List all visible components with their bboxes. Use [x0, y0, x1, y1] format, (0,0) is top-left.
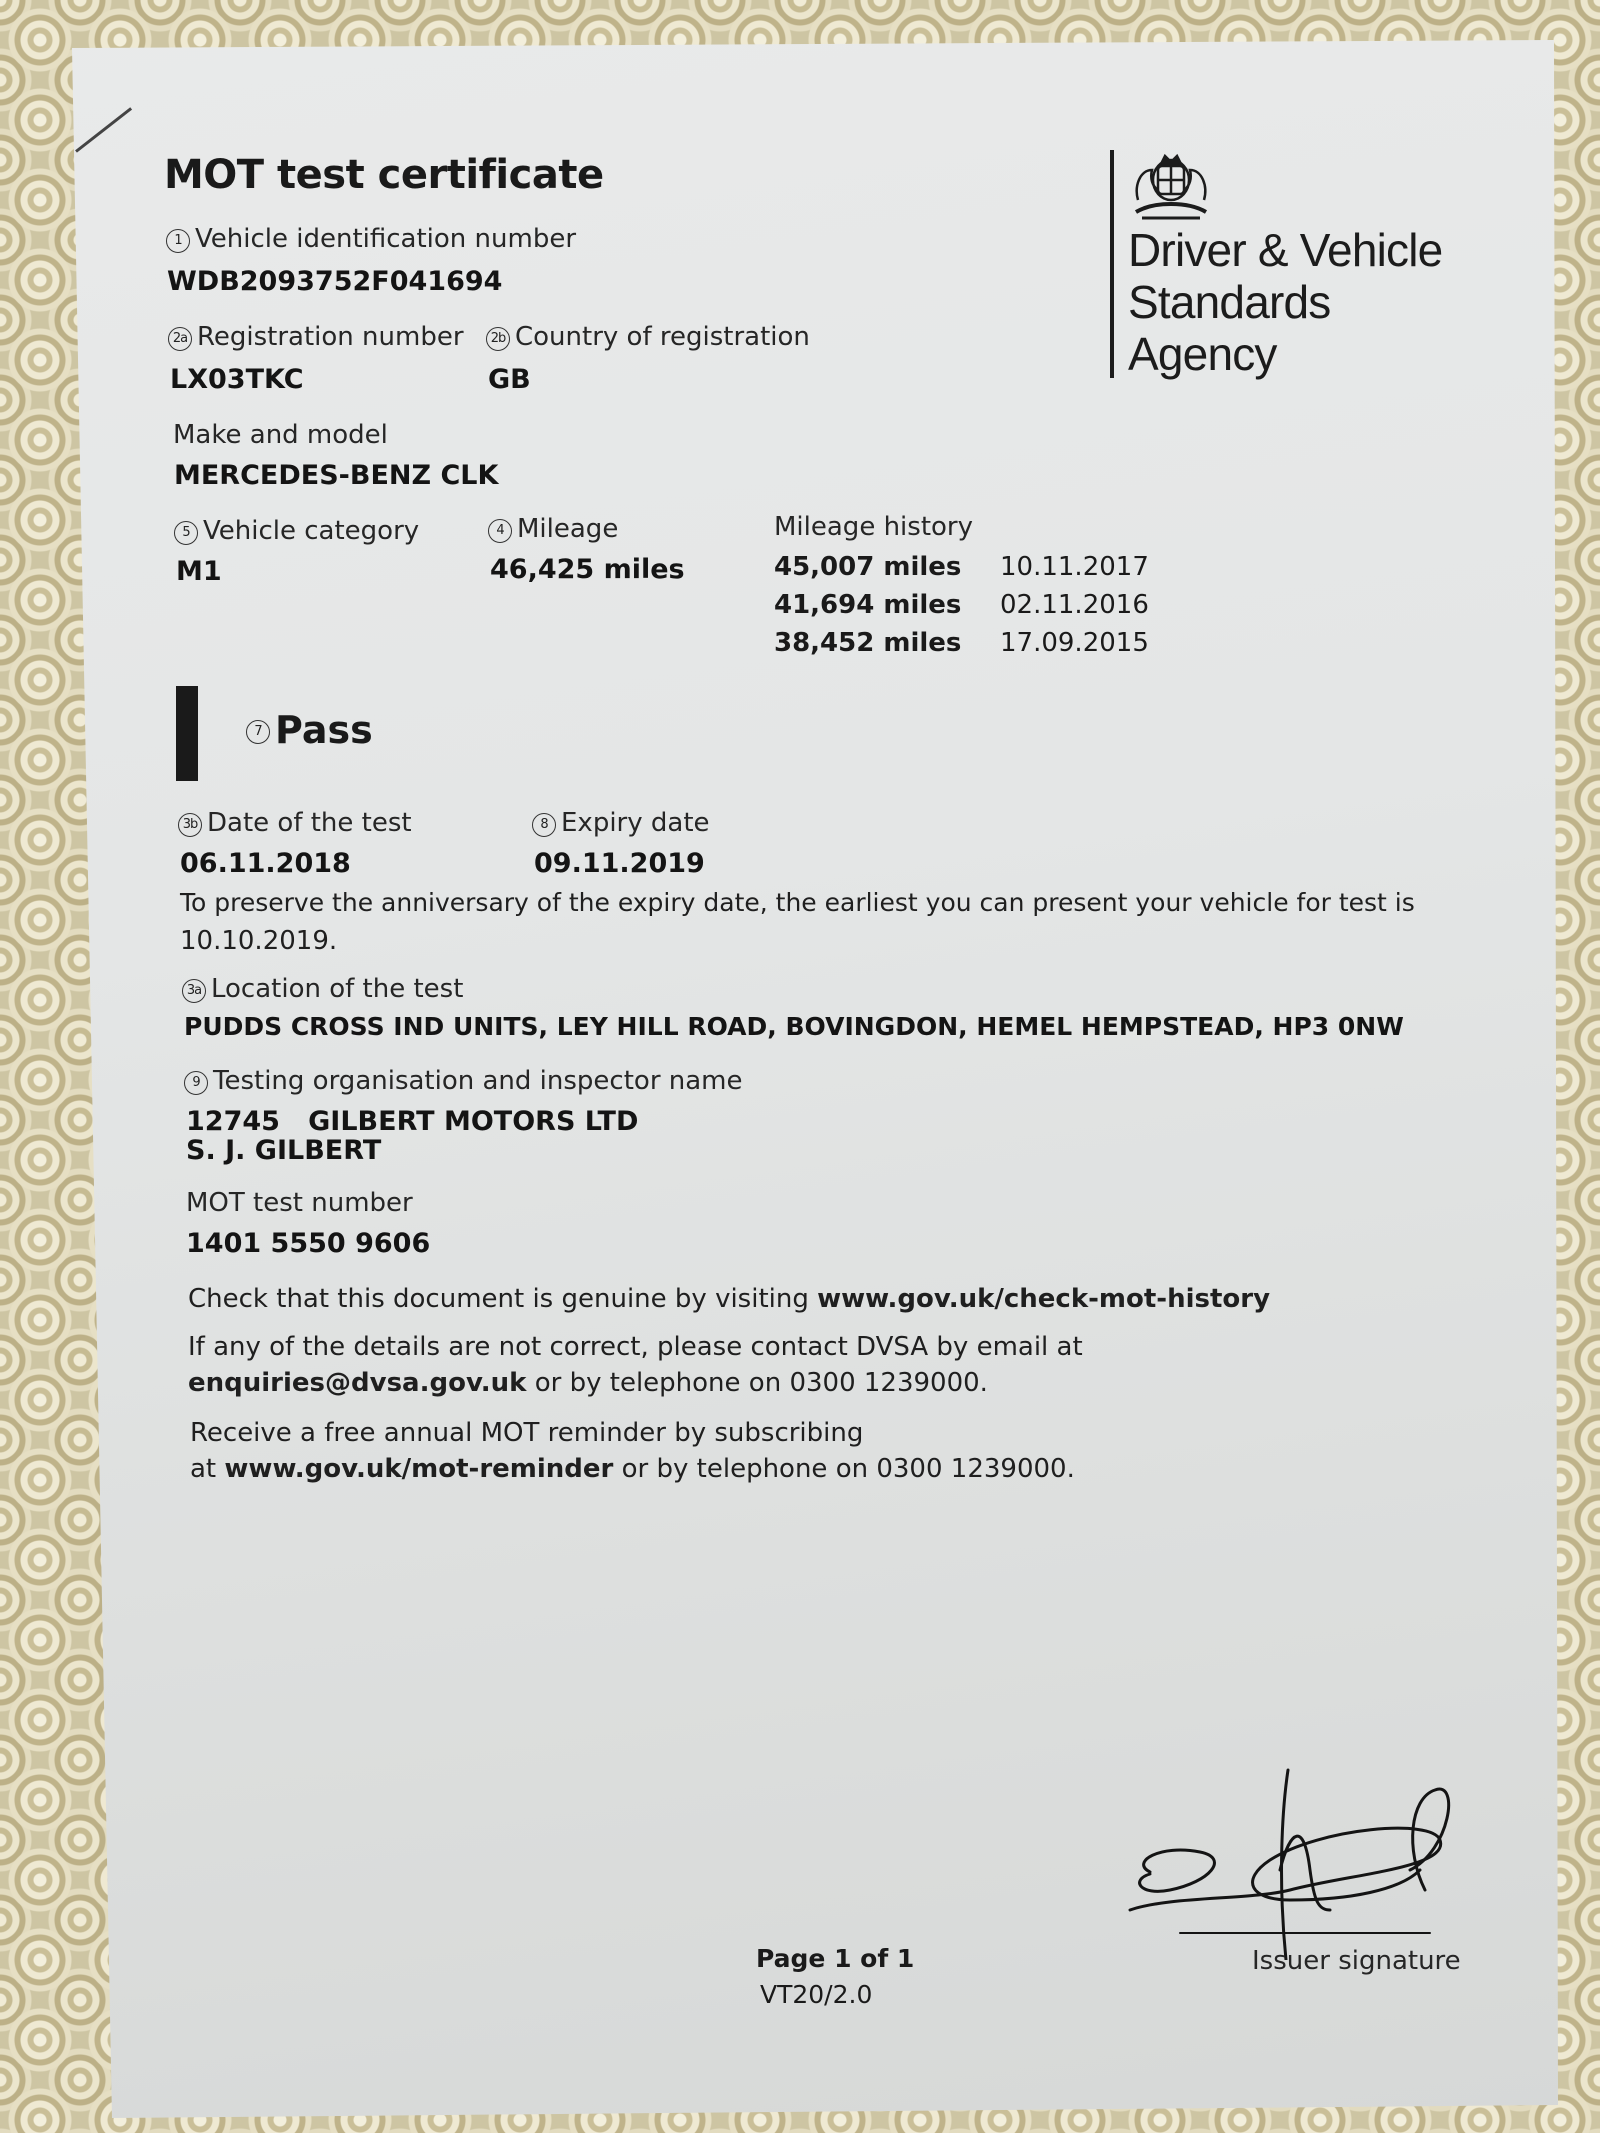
location-label: 3a Location of the test [182, 974, 463, 1004]
pass-indicator-bar [176, 686, 198, 781]
organisation-value [186, 1106, 638, 1137]
test-number-value: 1401 5550 9606 [186, 1228, 431, 1259]
expiry-date-label: 8 Expiry date [532, 808, 710, 838]
agency-divider [1110, 150, 1114, 378]
history-miles: 38,452 miles [774, 628, 962, 658]
field-number: 2a [168, 327, 192, 351]
vin-label: 1 Vehicle identification number [166, 224, 576, 254]
history-date: 17.09.2015 [1000, 628, 1149, 658]
make-model-label: Make and model [173, 420, 388, 450]
category-value: M1 [176, 556, 222, 587]
organisation-label: 9 Testing organisation and inspector name [184, 1066, 743, 1096]
agency-line-3: Agency [1128, 328, 1277, 380]
page-number: Page 1 of 1 [756, 1944, 915, 1973]
contact-email-link[interactable]: enquiries@dvsa.gov.uk [188, 1368, 527, 1398]
test-number-label: MOT test number [186, 1188, 413, 1218]
mot-reminder-link[interactable]: www.gov.uk/mot-reminder [224, 1454, 614, 1484]
result-pass: 7 Pass [246, 708, 373, 752]
form-code: VT20/2.0 [760, 1980, 873, 2009]
pen-mark [75, 107, 132, 152]
royal-crest-icon [1128, 150, 1214, 224]
inspector-name: S. J. GILBERT [186, 1135, 382, 1166]
contact-line-1: If any of the details are not correct, please contact DVSA by email at [188, 1332, 1083, 1362]
agency-line-1: Driver & Vehicle [1128, 224, 1443, 276]
make-model-value: MERCEDES-BENZ CLK [174, 460, 499, 491]
organisation-id: 12745 [186, 1106, 280, 1137]
location-value: PUDDS CROSS IND UNITS, LEY HILL ROAD, BOVINGDON, HEMEL HEMPSTEAD, HP3 0NW [184, 1012, 1404, 1041]
document-title: MOT test certificate [164, 152, 604, 198]
check-mot-history-link[interactable]: www.gov.uk/check-mot-history [817, 1284, 1271, 1314]
country-value: GB [488, 364, 531, 395]
anniversary-note-line-2: 10.10.2019. [180, 926, 338, 956]
field-number: 1 [166, 229, 190, 253]
table-row [774, 548, 1149, 586]
field-number: 4 [488, 519, 512, 543]
table-row [774, 624, 1149, 662]
history-date: 10.11.2017 [1000, 552, 1149, 582]
mileage-label: 4 Mileage [488, 514, 618, 544]
field-number: 9 [184, 1071, 208, 1095]
registration-value: LX03TKC [170, 364, 304, 395]
expiry-date-value: 09.11.2019 [534, 848, 705, 879]
history-miles: 41,694 miles [774, 590, 962, 620]
field-number: 2b [486, 327, 510, 351]
test-date-value: 06.11.2018 [180, 848, 351, 879]
agency-name [1128, 224, 1442, 380]
vin-value: WDB2093752F041694 [167, 266, 503, 297]
mileage-value: 46,425 miles [490, 554, 685, 585]
field-number: 8 [532, 813, 556, 837]
registration-label: 2a Registration number [168, 322, 464, 352]
field-number: 3b [178, 813, 202, 837]
category-label: 5 Vehicle category [174, 516, 419, 546]
anniversary-note-line-1: To preserve the anniversary of the expiry date, the earliest you can present your vehicle for test is [180, 888, 1415, 917]
check-genuine-text: Check that this document is genuine by visiting www.gov.uk/check-mot-history [188, 1284, 1271, 1314]
contact-line-2: enquiries@dvsa.gov.uk or by telephone on 0300 1239000. [188, 1368, 988, 1398]
history-miles: 45,007 miles [774, 552, 962, 582]
reminder-line-2: at www.gov.uk/mot-reminder or by telephone on 0300 1239000. [190, 1454, 1075, 1484]
field-number: 3a [182, 979, 206, 1003]
country-label: 2b Country of registration [486, 322, 810, 352]
reminder-line-1: Receive a free annual MOT reminder by subscribing [190, 1418, 864, 1448]
mileage-history-table [774, 548, 1149, 662]
test-date-label: 3b Date of the test [178, 808, 412, 838]
table-row [774, 586, 1149, 624]
field-number: 5 [174, 521, 198, 545]
mileage-history-label: Mileage history [774, 512, 973, 542]
issuer-signature-label: Issuer signature [1252, 1946, 1461, 1976]
field-number: 7 [246, 720, 270, 744]
history-date: 02.11.2016 [1000, 590, 1149, 620]
issuer-signature [1120, 1760, 1520, 1960]
organisation-name: GILBERT MOTORS LTD [308, 1106, 639, 1137]
agency-line-2: Standards [1128, 276, 1331, 328]
